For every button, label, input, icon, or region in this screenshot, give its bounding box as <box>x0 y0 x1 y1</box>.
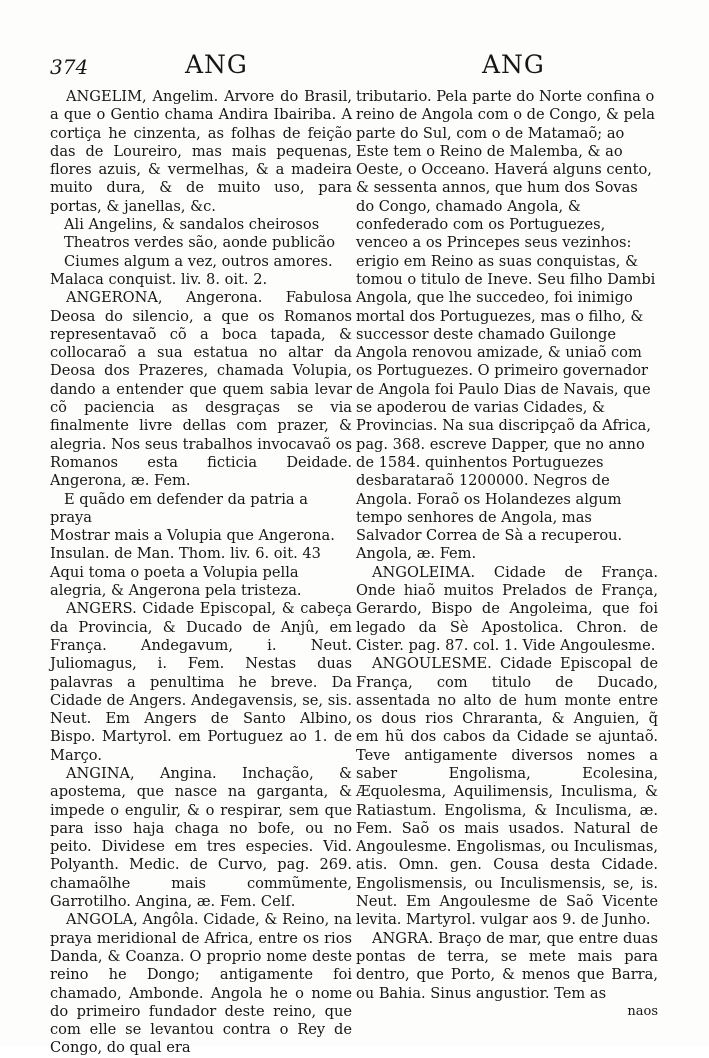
verse-line: Theatros verdes são, aonde publicão <box>64 234 336 252</box>
page-header <box>0 50 709 90</box>
dictionary-entry: ANGRA. Braço de mar, que entre duas pontas de terra, se mete mais para dentro, que Porto, & menos que Barra, ou Bahia. Sinus angustior. Tem as <box>356 929 658 1002</box>
right-column <box>356 88 658 1019</box>
dictionary-entry: ANGOLA, Angôla. Cidade, & Reino, na praya meridional de Africa, entre os rios Danda, & Coanza. O proprio nome deste reino he Dongo; antigamente foi chamado, Ambonde. Angola he o nome do primeiro fundador deste reino, que com elle se levantou contra o Rey de Congo, do qual era <box>50 911 352 1057</box>
text-line: Malaca conquist. liv. 8. oit. 2. <box>50 270 268 288</box>
left-column <box>50 88 352 1057</box>
dictionary-entry: ANGELIM, Angelim. Arvore do Brasil, a que o Gentio chama Andira Ibairiba. A cortiça he cinzenta, as folhas de feição das de Loureiro, mas mais pequenas, flores azuis, & vermelhas, & a madeira muito dura, & de muito uso, para portas, & janellas, &c. <box>50 88 352 215</box>
text-line: Mostrar mais a Volupia que Angerona. <box>50 527 335 545</box>
dictionary-entry: ANGERONA, Angerona. Fabulosa Deosa do silencio, a que os Romanos representavaõ cõ a boca tapada, & collocaraõ a sua estatua no altar da Deosa dos Prazeres, chamada Volupia, dando a entender que quem sabia levar cõ paciencia as desgraças se via finalmente livre dellas com prazer, & alegria. Nos seus trabalhos invocavaõ os Romanos esta ficticia Deidade. Angerona, æ. Fem. <box>50 289 352 490</box>
running-head-right: ANG <box>482 50 545 79</box>
dictionary-entry: ANGERS. Cidade Episcopal, & cabeça da Provincia, & Ducado de Anjû, em França. Andegavum, i. Neut. Juliomagus, i. Fem. Nestas duas palavras a penultima he breve. Da Cidade de Angers. Andegavensis, se, sis. Neut. Em Angers de Santo Albino, Bispo. Martyrol. em Portuguez ao 1. de Março. <box>50 600 352 764</box>
text-line: tributario. Pela parte do Norte confina o reino de Angola com o de Congo, & pela parte do Sul, com o de Matamaõ; ao Este tem o Reino de Malemba, & ao Oeste, o Occeano. Haverá alguns cento, & sessenta annos, que hum dos Sovas do Congo, chamado Angola, & confederado com os Portuguezes, venceo a os Princepes seus vezinhos: erigio em Reino as suas conquistas, & tomou o titulo de Ineve. Seu filho Dambi Angola, que lhe succedeo, foi inimigo mortal dos Portuguezes, mas o filho, & successor deste chamado Guilonge Angola renovou amizade, & uniaõ com os Portuguezes. O primeiro governador de Angola foi Paulo Dias de Navais, que se apoderou de varias Cidades, & Provincias. Na sua discripçaõ da Africa, pag. 368. escreve Dapper, que no anno de 1584. quinhentos Portuguezes desbarataraõ 1200000. Negros de Angola. Foraõ os Holandezes algum tempo senhores de Angola, mas Salvador Correa de Sà a recuperou. Angola, æ. Fem. <box>356 88 656 563</box>
page-number: 374 <box>50 55 89 79</box>
verse-line: Ali Angelins, & sandalos cheirosos <box>64 216 320 234</box>
dictionary-entry: ANGOULESME. Cidade Episcopal de França, com titulo de Ducado, assentada no alto de hum monte entre os dous rios Chraranta, & Anguien, q̃ em hũ dos cabos da Cidade se ajuntaõ. Teve antigamente diversos nomes a saber Engolisma, Ecolesina, Æquolesma, Aquilimensis, Inculisma, & Ratiastum. Engolisma, & Inculisma, æ. Fem. Saõ os mais usados. Natural de Angoulesme. Engolismas, ou Inculismas, atis. Omn. gen. Cousa desta Cidade. Engolismensis, ou Inculismensis, se, is. Neut. Em Angoulesme de Saõ Vicente levita. Martyrol. vulgar aos 9. de Junho. <box>356 655 658 929</box>
text-line: Aqui toma o poeta a Volupia pella alegria, & Angerona pela tristeza. <box>50 563 302 600</box>
verse-line: Ciumes algum a vez, outros amores. <box>64 252 333 270</box>
dictionary-entry: ANGINA, Angina. Inchação, & apostema, que nasce na garganta, & impede o engulir, & o respirar, sem que para isso haja chaga no bofe, ou no peito. Dividese em tres especies. Vid. Polyanth. Medic. de Curvo, pag. 269. chamaõlhe mais commũmente, Garrotilho. Angina, æ. Fem. Celſ. <box>50 764 352 911</box>
catchword: naos <box>627 1003 658 1019</box>
text-line: Insulan. de Man. Thom. liv. 6. oit. 43 <box>50 545 321 563</box>
verse-line: E quãdo em defender da patria a praya <box>50 490 308 526</box>
running-head-left: ANG <box>185 50 248 79</box>
dictionary-entry: ANGOLEIMA. Cidade de França. Onde hiaõ muitos Prelados de França, Gerardo, Bispo de Angoleima, que foi legado da Sè Apostolica. Chron. de Cister. pag. 87. col. 1. Vide Angoulesme. <box>356 563 658 654</box>
